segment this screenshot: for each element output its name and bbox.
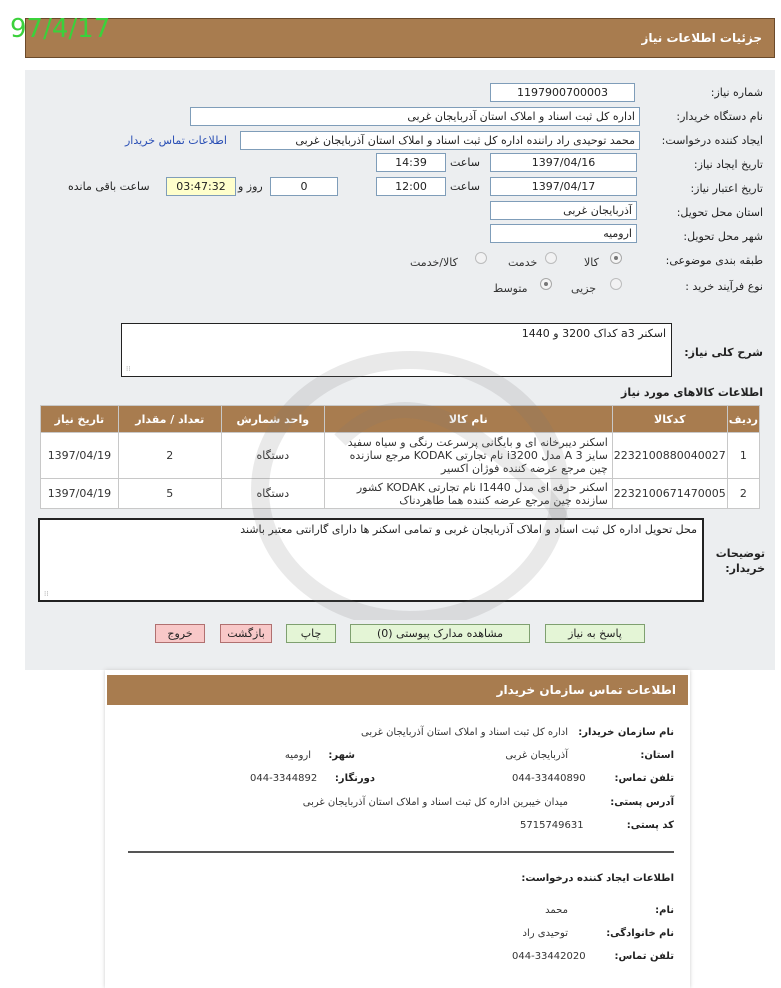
item-unit: دستگاه [221,479,324,509]
remaining-label: ساعت باقی مانده [68,180,150,193]
row-number: 2 [727,479,759,509]
creator-family-label: نام خانوادگی: [606,928,674,939]
col-date: تاریخ نیاز [41,406,119,433]
items-section-title: اطلاعات کالاهای مورد نیاز [621,386,763,399]
buyer-org-label: نام دستگاه خریدار: [676,110,763,123]
city-field[interactable]: ارومیه [490,224,637,243]
buyer-notes-text: محل تحویل اداره کل ثبت اسناد و املاک آذربایجان غربی و تمامی اسکنر ها دارای گارانتی معتبر باشند [240,523,697,536]
page-title: جزئیات اطلاعات نیاز [641,31,762,45]
validity-date-label: تاریخ اعتبار نیاز: [690,182,763,195]
minor-radio[interactable] [610,278,622,290]
contact-org-label: نام سازمان خریدار: [578,727,674,738]
requester-field[interactable]: محمد توحیدی راد راننده اداره کل ثبت اسناد و املاک استان آذربایجان غربی [240,131,640,150]
goods-service-radio[interactable] [475,252,487,264]
contact-province-value: آذربایجان غربی [505,750,568,761]
province-label: استان محل تحویل: [676,206,763,219]
general-desc-text: اسکنر a3 کداک 3200 و 1440 [521,327,666,340]
goods-radio[interactable] [610,252,622,264]
remaining-time-field[interactable]: 03:47:32 [166,177,236,196]
contact-postal-value: 5715749631 [520,820,584,831]
contact-divider [128,851,674,853]
validity-time-label: ساعت [450,180,480,193]
need-number-label: شماره نیاز: [710,86,763,99]
buyer-org-field[interactable]: اداره کل ثبت اسناد و املاک استان آذربایجان غربی [190,107,640,126]
created-date-label: تاریخ ایجاد نیاز: [693,158,763,171]
col-code: کدکالا [612,406,727,433]
general-desc-label: شرح کلی نیاز: [684,346,763,359]
contact-city-label: شهر: [328,750,355,761]
notes-resize-grip-icon[interactable]: ⁞⁞ [44,590,49,598]
contact-fax-label: دورنگار: [334,773,375,784]
date-stamp: 97/4/17 [10,14,111,44]
item-date: 1397/04/19 [41,433,119,479]
contact-province-label: استان: [640,750,674,761]
attachments-button[interactable]: مشاهده مدارک پیوستی (0) [350,624,530,643]
service-radio[interactable] [545,252,557,264]
minor-radio-label: جزیی [571,282,597,295]
back-button[interactable]: بازگشت [220,624,272,643]
item-code: 2232100671470005 [612,479,727,509]
contact-fax-value: 044-3344892 [250,773,318,784]
row-number: 1 [727,433,759,479]
city-label: شهر محل تحویل: [683,230,763,243]
province-field[interactable]: آذربایجان غربی [490,201,637,220]
print-button[interactable]: چاپ [286,624,336,643]
validity-date-field[interactable]: 1397/04/17 [490,177,637,196]
contact-address-value: میدان خیبرین اداره کل ثبت اسناد و املاک استان آذربایجان غربی [302,797,568,808]
medium-radio[interactable] [540,278,552,290]
validity-time-field[interactable]: 12:00 [376,177,446,196]
remaining-days-field[interactable]: 0 [270,177,338,196]
subject-class-label: طبقه بندی موضوعی: [665,254,763,267]
buyer-notes-label: توضیحات خریدار: [715,547,765,575]
created-time-label: ساعت [450,156,480,169]
creator-section-title: اطلاعات ایجاد کننده درخواست: [521,873,674,884]
item-name: اسکنر دیبرخانه ای و بایگانی پرسرعت رنگی و سیاه سفید سایز A 3 مدل i3200 نام تجارتی KODAK مرجع سازنده چین مرجع عرضه کننده فوژان اکسیر [324,433,612,479]
creator-phone-value: 044-33442020 [512,951,586,962]
col-qty: تعداد / مقدار [118,406,221,433]
contact-card-header [107,675,688,705]
item-name: اسکنر حرفه ای مدل I1440 نام تجارتی KODAK کشور سازنده چین مرجع عرضه کننده هما طاهردناک [324,479,612,509]
item-qty: 2 [118,433,221,479]
contact-org-value: اداره کل ثبت اسناد و املاک استان آذربایجان غربی [361,727,568,738]
requester-label: ایجاد کننده درخواست: [661,134,763,147]
creator-family-value: توحیدی راد [522,928,568,939]
resize-grip-icon[interactable]: ⁞⁞ [126,365,131,373]
contact-phone-value: 044-33440890 [512,773,586,784]
item-code: 2232100880040027 [612,433,727,479]
created-date-field[interactable]: 1397/04/16 [490,153,637,172]
contact-postal-label: کد پستی: [626,820,674,831]
item-qty: 5 [118,479,221,509]
buyer-contact-link[interactable]: اطلاعات تماس خریدار [125,134,227,147]
created-time-field[interactable]: 14:39 [376,153,446,172]
col-name: نام کالا [324,406,612,433]
day-and-label: روز و [238,180,263,193]
item-unit: دستگاه [221,433,324,479]
page-header [25,18,775,58]
service-radio-label: خدمت [508,256,538,269]
goods-radio-label: کالا [584,256,599,269]
item-date: 1397/04/19 [41,479,119,509]
contact-city-value: ارومیه [284,750,311,761]
need-number-field[interactable]: 1197900700003 [490,83,635,102]
watermark-logo-icon [140,320,680,620]
contact-card [105,670,690,988]
goods-service-radio-label: کالا/خدمت [410,256,458,269]
creator-phone-label: تلفن تماس: [614,951,674,962]
col-unit: واحد شمارش [221,406,324,433]
creator-name-value: محمد [545,905,568,916]
contact-address-label: آدرس پستی: [610,797,674,808]
purchase-type-label: نوع فرآیند خرید : [685,280,763,293]
col-row: ردیف [727,406,759,433]
creator-name-label: نام: [655,905,674,916]
contact-phone-label: تلفن تماس: [614,773,674,784]
medium-radio-label: متوسط [493,282,528,295]
exit-button[interactable]: خروج [155,624,205,643]
contact-card-title: اطلاعات تماس سازمان خریدار [496,683,676,697]
reply-button[interactable]: پاسخ به نیاز [545,624,645,643]
